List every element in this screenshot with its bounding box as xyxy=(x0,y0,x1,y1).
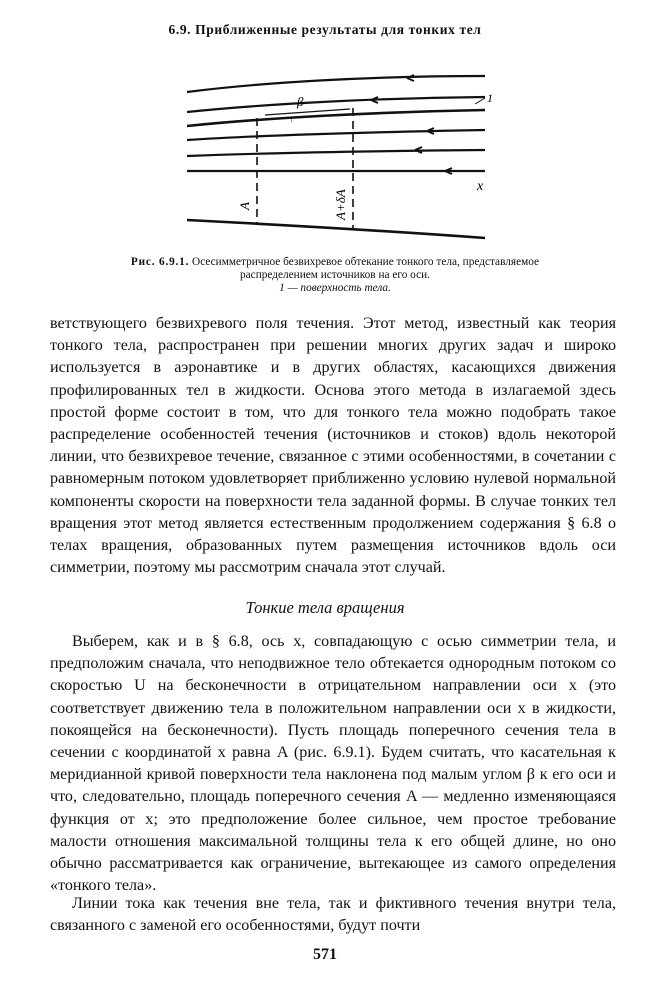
page-number: 571 xyxy=(313,946,337,963)
section-title: Тонкие тела вращения xyxy=(245,598,405,617)
label-one: 1 xyxy=(487,91,493,105)
figure-caption xyxy=(50,256,620,295)
caption-line-1: Осесимметричное безвихревое обтекание тонкого тела, представляемое xyxy=(192,256,540,268)
caption-line-2: распределением источников на его оси. xyxy=(240,269,430,281)
paragraph-2: Выберем, как и в § 6.8, ось x, совпадающую с осью симметрии тела, и предположим сначала, что неподвижное тело обтекается однородным потоком со скоростью U на бесконечности в отрицательном направлении оси x (это соответствует движению тела в положительном направлении оси x в жидкости, покоящейся на бесконечности). Пусть площадь поперечного сечения тела в сечении с координатой x равна A (рис. 6.9.1). Будем считать, что касательная к меридианной кривой поверхности тела наклонена под малым углом β к его оси и что, следовательно, площадь поперечного сечения A — медленно изменяющаяся функция от x; это предположение более сильное, чем простое требование малости отношения максимальной толщины тела к его общей длине, но оно обычно рассматривается как ограничение, вытекающее из самого определения «тонкого тела». xyxy=(50,633,616,895)
body-surface-lower xyxy=(187,220,485,238)
leader-line-one xyxy=(475,98,485,104)
running-header: 6.9. Приближенные результаты для тонких тел xyxy=(168,22,482,37)
streamline-4 xyxy=(187,150,485,156)
streamline-1 xyxy=(187,76,485,92)
figure-flow-diagram xyxy=(175,60,495,250)
paragraph-3: Линии тока как течения вне тела, так и фиктивного течения внутри тела, связанного с заменой его особенностями, будут почти xyxy=(50,895,616,935)
caption-line-3: 1 — поверхность тела. xyxy=(279,282,391,294)
label-A-plus: A+δA xyxy=(333,189,348,220)
streamline-3 xyxy=(187,130,485,140)
label-A: A xyxy=(237,202,252,210)
label-beta-marker: ↑ xyxy=(289,114,294,125)
caption-label: Рис. 6.9.1. xyxy=(130,256,190,268)
body-surface-upper xyxy=(187,110,485,126)
paragraph-1: ветствующего безвихревого поля течения. Этот метод, известный как теория тонкого тела, распространен при решении многих других задач и широко используется в аэронавтике и в других областях, касающихся движения профилированных тел в жидкости. Основа этого метода в излагаемой здесь простой форме состоит в том, что для тонкого тела можно подобрать такое распределение особенностей течения (источников и стоков) вдоль некоторой линии, что безвихревое течение, связанное с этими особенностями, в сочетании с равномерным потоком удовлетворяет приближенно условию нулевой нормальной компоненты скорости на поверхности тела заданной формы. В случае тонких тел вращения этот метод является естественным продолжением содержания § 6.8 о телах вращения, образованных путем размещения источников вдоль оси симметрии, поэтому мы рассмотрим сначала этот случай. xyxy=(50,315,616,577)
flow-arrows xyxy=(371,75,452,174)
label-beta: β xyxy=(297,94,304,109)
label-x: x xyxy=(477,179,484,194)
